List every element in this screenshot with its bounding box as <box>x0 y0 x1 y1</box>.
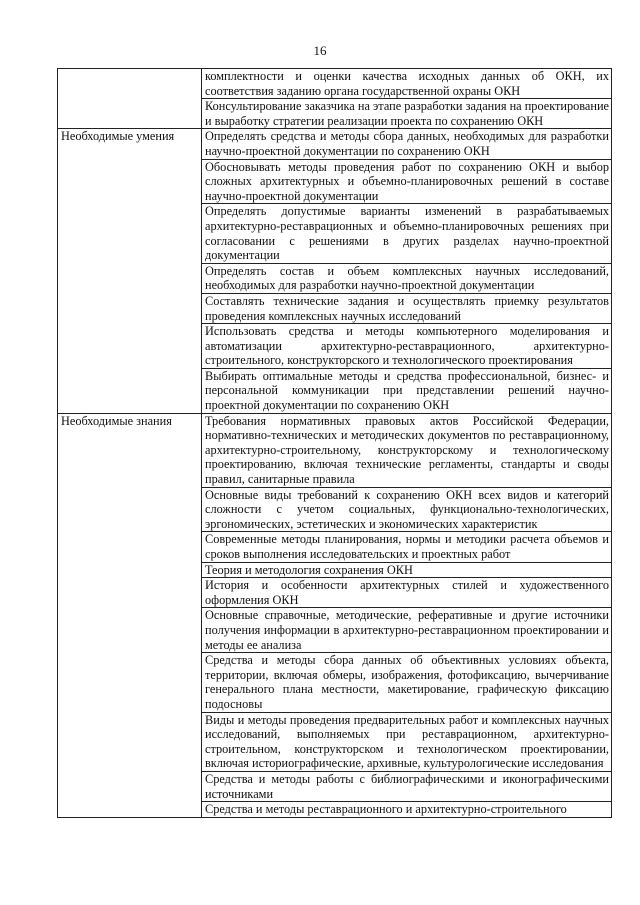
table-row <box>58 413 612 487</box>
row-text: Средства и методы работы с библиографическими и иконографическими источниками <box>202 771 612 801</box>
page-number: 16 <box>313 43 327 58</box>
row-text: Использовать средства и методы компьютерного моделирования и автоматизации архитектурно-реставрационного, архитектурно-строительного, конструкторского и технологического проектирования <box>202 324 612 369</box>
row-text: История и особенности архитектурных стилей и художественного оформления ОКН <box>202 578 612 608</box>
row-text: Основные виды требований к сохранению ОКН всех видов и категорий сложности с учетом социальных, функционально-технологических, эргономических, эстетических и экономических характеристик <box>202 487 612 532</box>
row-text: Консультирование заказчика на этапе разработки задания на проектирование и выработку стратегии реализации проекта по сохранению ОКН <box>202 99 612 129</box>
row-text: Средства и методы реставрационного и архитектурно-строительного <box>202 802 612 818</box>
row-text: Определять допустимые варианты изменений в разрабатываемых архитектурно-реставрационных и объемно-планировочных решениях при согласовании с решениями в других разделах научно-проектной документации <box>202 204 612 263</box>
row-text: Обосновывать методы проведения работ по сохранению ОКН и выбор сложных архитектурных и объемно-планировочных решений в составе научно-проектной документации <box>202 159 612 204</box>
competency-table <box>57 68 612 818</box>
group-label: Необходимые знания <box>58 413 202 817</box>
group-label <box>58 69 202 129</box>
row-text: Определять состав и объем комплексных научных исследований, необходимых для разработки научно-проектной документации <box>202 263 612 293</box>
group-label: Необходимые умения <box>58 129 202 413</box>
row-text: Средства и методы сбора данных об объективных условиях объекта, территории, включая обмеры, изображения, фотофиксацию, вычерчивание генерального плана местности, макетирование, графическую фиксацию подосновы <box>202 653 612 712</box>
table-row <box>58 129 612 159</box>
competency-table-body <box>58 69 612 818</box>
row-text: Выбирать оптимальные методы и средства профессиональной, бизнес- и персональной коммуникации при представлении решений научно-проектной документации по сохранению ОКН <box>202 368 612 413</box>
row-text: Современные методы планирования, нормы и методики расчета объемов и сроков выполнения исследовательских и проектных работ <box>202 532 612 562</box>
table-row <box>58 69 612 99</box>
row-text: Требования нормативных правовых актов Российской Федерации, нормативно-технических и методических документов по реставрационному, архитектурно-строительному, конструкторскому и технологическому проектированию, включая технические регламенты, стандарты и своды правил, санитарные правила <box>202 413 612 487</box>
row-text: Теория и методология сохранения ОКН <box>202 562 612 578</box>
row-text: Виды и методы проведения предварительных работ и комплексных научных исследований, выполняемых при реставрационном, архитектурно-строительном, конструкторском и технологическом проектировании, включая историографические, архивные, культурологические исследования <box>202 712 612 771</box>
row-text: комплектности и оценки качества исходных данных об ОКН, их соответствия заданию органа государственной охраны ОКН <box>202 69 612 99</box>
row-text: Основные справочные, методические, реферативные и другие источники получения информации в архитектурно-реставрационном проектировании и методы ее анализа <box>202 608 612 653</box>
row-text: Определять средства и методы сбора данных, необходимых для разработки научно-проектной документации по сохранению ОКН <box>202 129 612 159</box>
row-text: Составлять технические задания и осуществлять приемку результатов проведения комплексных научных исследований <box>202 293 612 323</box>
